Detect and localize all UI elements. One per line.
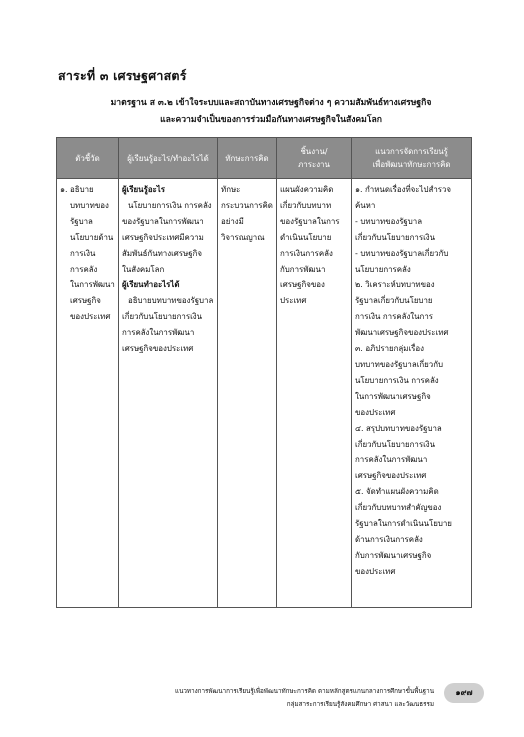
cell-line: เศรษฐกิจของประเทศ (122, 344, 194, 354)
cell-line: นโยบายการเงิน การคลัง (128, 200, 212, 210)
cell-line: ๓. อภิปรายกลุ่มเรื่อง (355, 344, 424, 354)
cell-line: ๑. กำหนดเรื่องที่จะไปสำรวจ (355, 185, 452, 194)
approach-cell (352, 179, 472, 608)
cell-line: บทบาทของรัฐบาลเกี่ยวกับ (355, 359, 444, 369)
header-work-line: ชิ้นงาน/ (300, 147, 328, 156)
table-row (57, 179, 472, 608)
cell-line: การคลัง (70, 264, 98, 274)
subject-title: สาระที่ ๓ เศรษฐศาสตร์ (58, 68, 187, 83)
cell-line: ๔. สรุปบทบาทของรัฐบาล (355, 423, 442, 433)
standard-line: และความจำเป็นของการร่วมมือกันทางเศรษฐกิจในสังคมโลก (160, 115, 382, 125)
cell-line: บทบาทของ (70, 200, 109, 210)
cell-line: ในการพัฒนา (70, 280, 115, 290)
cell-line: การเงิน (70, 248, 96, 258)
work-cell (277, 179, 352, 608)
header-approach-line: เพื่อพัฒนาทักษะการคิด (372, 160, 451, 169)
cell-line: เกี่ยวกับบทบาทสำคัญของ (355, 503, 442, 513)
header-work (277, 138, 352, 179)
cell-line: การเงินการคลัง (280, 248, 333, 258)
skills-cell (218, 179, 277, 608)
cell-line: นโยบายการคลัง (355, 264, 411, 274)
cell-line: แผนผังความคิด (280, 185, 334, 194)
cell-line: นโยบายการเงิน การคลัง (355, 375, 439, 385)
cell-line: อธิบายบทบาทของรัฐบาล (128, 296, 214, 306)
cell-line: ๒. วิเคราะห์บทบาทของ (355, 280, 435, 290)
indicator-table (56, 137, 472, 608)
cell-line: อย่างมี (221, 216, 244, 226)
table-header-row (57, 138, 472, 179)
cell-line: ดำเนินนโยบาย (280, 232, 332, 242)
cell-line: ด้านการเงินการคลัง (355, 534, 423, 544)
cell-line: นโยบายด้าน (70, 232, 114, 242)
cell-line: ของประเทศ (355, 407, 396, 417)
cell-line: ๑. อธิบาย (60, 185, 94, 194)
cell-line: เศรษฐกิจ (70, 296, 101, 306)
cell-line: กับการพัฒนาเศรษฐกิจ (355, 550, 432, 560)
footer-line: แนวทางการพัฒนาการเรียนรู้เพื่อพัฒนาทักษะการคิด ตามหลักสูตรแกนกลางการศึกษาขั้นพื้นฐาน (175, 688, 434, 695)
cell-line: ทักษะ (221, 185, 241, 194)
header-approach (352, 138, 472, 179)
cell-line: กระบวนการคิด (221, 200, 273, 210)
cell-line: เกี่ยวกับนโยบายการเงิน (355, 232, 436, 242)
cell-line: ค้นหา (355, 200, 376, 210)
header-skills: ทักษะการคิด (218, 138, 277, 179)
cell-line: พัฒนาเศรษฐกิจของประเทศ (355, 328, 449, 338)
cell-line: ในสังคมโลก (122, 264, 165, 274)
cell-line: เศรษฐกิจของ (280, 280, 325, 290)
cell-line: ประเทศ (280, 296, 307, 306)
cell-line: รัฐบาลเกี่ยวกับนโยบาย (355, 296, 433, 306)
cell-line: การคลังในการพัฒนา (355, 455, 428, 465)
page-number-badge: ๑๙๗ (444, 683, 484, 703)
cell-line: ของรัฐบาลในการพัฒนา (122, 216, 204, 226)
cell-line: วิจารณญาณ (221, 232, 265, 242)
learner-heading: ผู้เรียนทำอะไรได้ (122, 280, 180, 290)
cell-line: ในการพัฒนาเศรษฐกิจ (355, 391, 431, 401)
cell-line: การเงิน การคลังในการ (355, 312, 434, 322)
cell-line: สัมพันธ์กันทางเศรษฐกิจ (122, 248, 202, 258)
cell-line: ของประเทศ (355, 566, 396, 576)
header-work-line: ภาระงาน (298, 160, 330, 169)
footer-line: กลุ่มสาระการเรียนรู้สังคมศึกษา ศาสนา และวัฒนธรรม (286, 701, 434, 708)
header-learner: ผู้เรียนรู้อะไร/ทำอะไรได้ (119, 138, 218, 179)
cell-line: ๕. จัดทำแผนผังความคิด (355, 487, 439, 497)
cell-line: - บทบาทของรัฐบาลเกี่ยวกับ (355, 248, 449, 258)
cell-line: - บทบาทของรัฐบาล (355, 216, 423, 226)
learner-heading: ผู้เรียนรู้อะไร (122, 185, 165, 194)
cell-line: รัฐบาล (70, 216, 93, 226)
cell-line: เศรษฐกิจประเทศมีความ (122, 232, 204, 242)
cell-line: เกี่ยวกับนโยบายการเงิน (122, 312, 203, 322)
cell-line: ของประเทศ (70, 312, 111, 322)
cell-line: กับการพัฒนา (280, 264, 326, 274)
learner-cell (119, 179, 218, 608)
cell-line: เศรษฐกิจของประเทศ (355, 471, 427, 481)
cell-line: รัฐบาลในการดำเนินนโยบาย (355, 519, 452, 529)
cell-line: ของรัฐบาลในการ (280, 216, 340, 226)
standard-line: มาตรฐาน ส ๓.๒ เข้าใจระบบและสถาบันทางเศรษฐกิจต่าง ๆ ความสัมพันธ์ทางเศรษฐกิจ (110, 98, 432, 108)
standard-heading (56, 95, 486, 129)
indicator-cell (57, 179, 119, 608)
header-approach-line: แนวการจัดการเรียนรู้ (375, 147, 448, 156)
cell-line: เกี่ยวกับบทบาท (280, 200, 332, 210)
cell-line: การคลังในการพัฒนา (122, 328, 195, 338)
cell-line: เกี่ยวกับนโยบายการเงิน (355, 439, 436, 449)
header-indicator: ตัวชี้วัด (57, 138, 119, 179)
